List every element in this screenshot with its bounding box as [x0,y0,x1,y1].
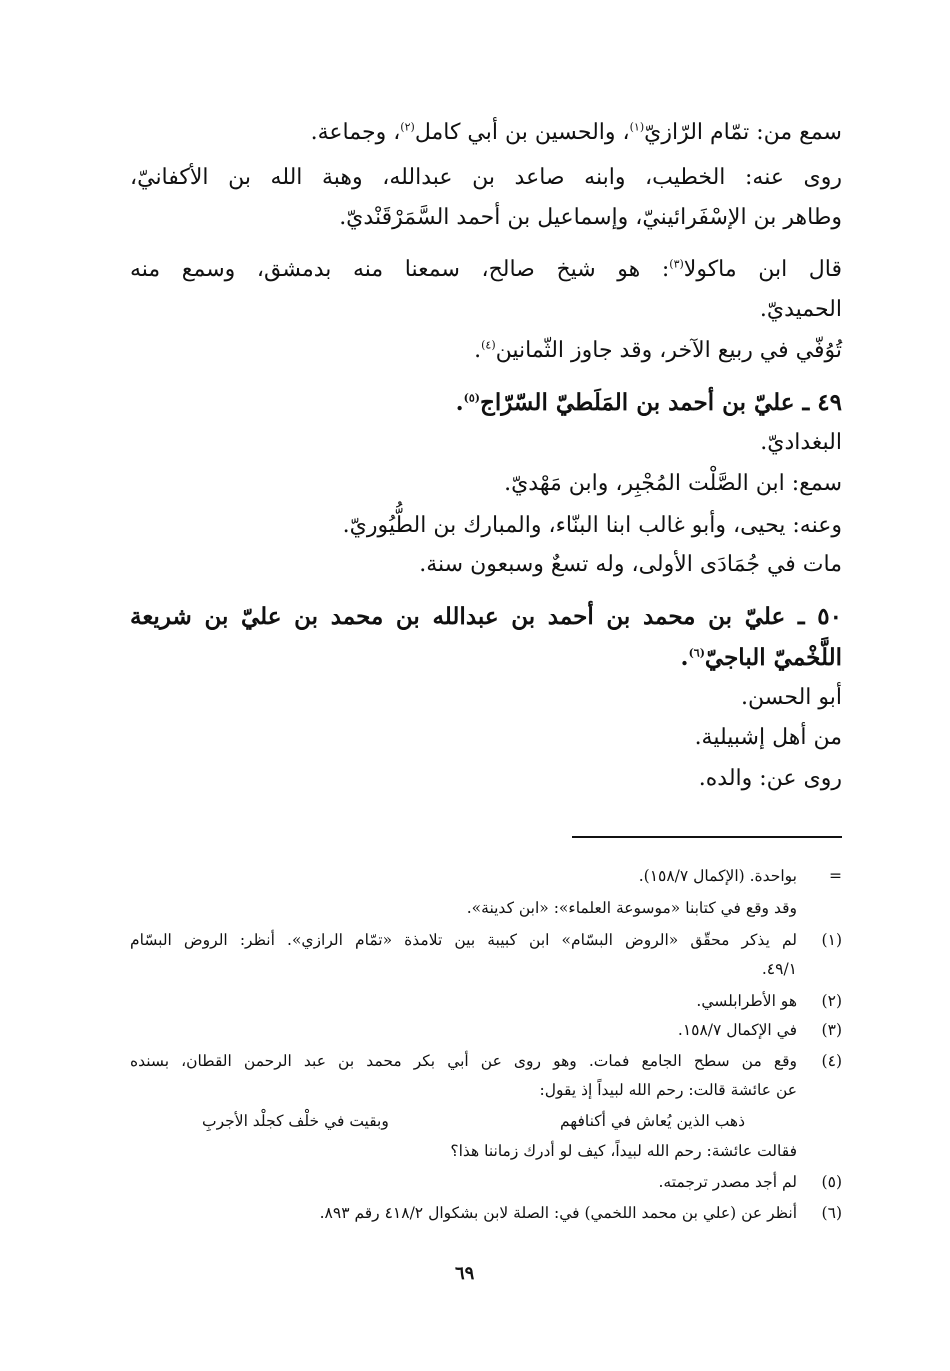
entry-50-heading-line-2: اللَّخْميّ الباجيّ$^{(٦)}$. [680,644,842,671]
text-line-16: روى عن: والده. [698,766,842,791]
text-line-1: سمع من: تمّام الرّازيّ$^{(١)}$، والحسين بن أبي كامل$^{(٢)}$، وجماعة. [310,120,842,145]
entry-50-heading-line-1: ٥٠ ـ عليّ بن محمد بن أحمد بن عبدالله بن محمد بن عليّ بن شريعة [130,603,842,630]
text-line-11: مات في جُمَادَى الأولى، وله تسعٌ وسبعون سنة. [419,552,842,577]
text-line-9: سمع: ابن الصَّلْت المُجْبِر، وابن مَهْديّ. [504,471,842,496]
text-line-2: روى عنه: الخطيب، وابنه صاعد بن عبدالله، وهبة الله بن الأكفانيّ، [130,165,842,190]
text-line-5: الحميديّ. [759,297,842,322]
text-line-14: أبو الحسن. [741,685,842,710]
text-line-6: تُوُفّي في ربيع الآخر، وقد جاوز الثّمانين$^{(٤)}$. [474,338,842,363]
text-line-8: البغداديّ. [760,430,842,455]
text-line-10: وعنه: يحيى، وأبو غالب ابنا البنّاء، والمبارك بن الطُّيُوريّ. [342,513,842,538]
entry-49-heading: ٤٩ ـ عليّ بن أحمد بن المَلَطيّ السّرّاج$^{(٥)}$. [455,389,842,416]
document-page: سمع من: تمّام الرّازيّ$^{(١)}$، والحسين بن أبي كامل$^{(٢)}$، وجماعة. روى عنه: الخطيب، وابنه صاعد بن عبدالله، وهبة الله بن الأكفانيّ، وطاهر بن الإسْفَرائينيّ، وإسماعيل بن أحمد السَّمَرْقَنْديّ. قال ابن ماكولا$^{(٣)}$: هو شيخ صالح، سمعنا منه بدمشق، وسمع منه الحميديّ. تُوُفّي في ربيع الآخر، وقد جاوز الثّمانين$^{(٤)}$. ٤٩ ـ عليّ بن أحمد بن المَلَطيّ السّرّاج$^{(٥)}$. البغداديّ. سمع: ابن الصَّلْت المُجْبِر، وابن مَهْديّ. وعنه: يحيى، وأبو غالب ابنا البنّاء، والمبارك بن الطُّيُوريّ. مات في جُمَادَى الأولى، وله تسعٌ وسبعون سنة. ٥٠ ـ عليّ بن محمد بن أحمد بن عبدالله بن محمد بن عليّ بن شريعة اللَّخْميّ الباجيّ$^{(٦)}$. أبو الحسن. من أهل إشبيلية. روى عن: والده. = بواحدة. (الإكمال ١٥٨/٧). وقد وقع في كتابنا «موسوعة العلماء»: «ابن كدينة». (١) لم يذكر محقّق «الروض البسّام» ابن كبيبة بين تلامذة «تمّام الرازي». أنظر: الروض البسّام ٤٩/١. (٢) هو الأطرابلسي. (٣) في الإكمال ١٥٨/٧. (٤) وقع من سطح الجامع فمات. وهو روى عن أبي بكر محمد بن عبد الرحمن القطان، بسنده عن عائشة قالت: رحم الله لبيداً إذ يقول: ذهب الذين يُعاش في أكنافهم وبقيت في خلْف كجلْد الأجربِ فقالت عائشة: رحم الله لبيداً، كيف لو أدرك زماننا هذا؟ (٥) لم أجد مصدر ترجمته. (٦) أنظر عن (علي بن محمد اللخمي) في: الصلة لابن بشكوال ٤١٨/٢ رقم ٨٩٣. ٦٩ [130,120,843,1284]
poem-hemistich-1: ذهب الذين يُعاش في أكنافهم [559,1112,745,1130]
text-line-15: من أهل إشبيلية. [694,725,842,750]
footnote-separator [572,836,842,838]
poem-hemistich-2: وبقيت في خلْف كجلْد الأجربِ [202,1112,389,1130]
text-line-4: قال ابن ماكولا$^{(٣)}$: هو شيخ صالح، سمعنا منه بدمشق، وسمع منه [130,257,843,282]
text-line-3: وطاهر بن الإسْفَرائينيّ، وإسماعيل بن أحمد السَّمَرْقَنْديّ. [339,205,842,230]
page-number: ٦٩ [455,1263,475,1284]
